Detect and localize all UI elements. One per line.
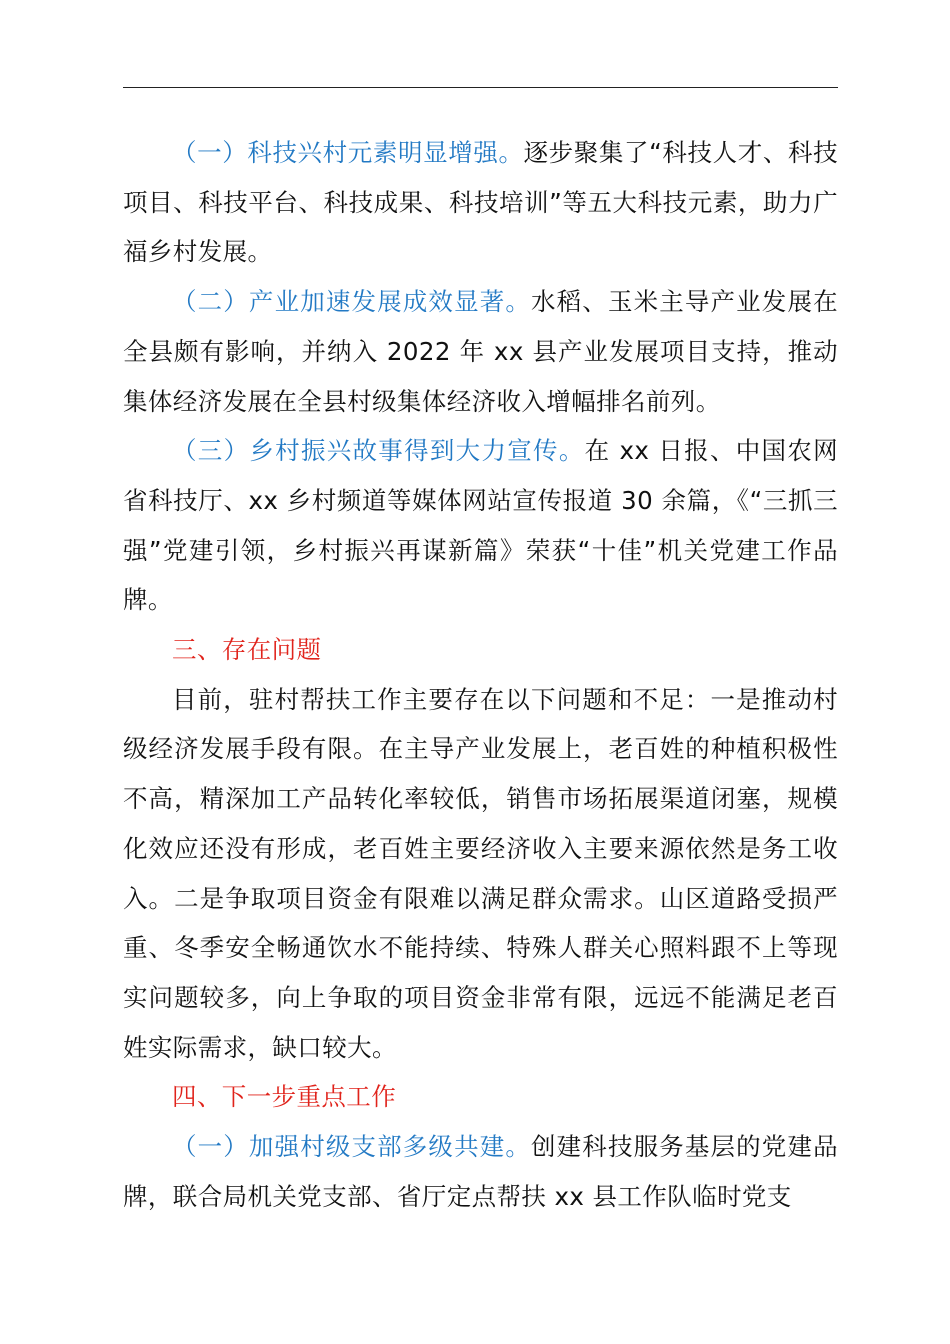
item-paragraph-2 — [123, 277, 838, 426]
item-paragraph-4 — [123, 1122, 838, 1221]
item-paragraph-1 — [123, 128, 838, 277]
item-text: 在 xx 日报、中国农网省科技厅、xx 乡村频道等媒体网站宣传报道 30 余篇，《“三抓三强”党建引领，乡村振兴再谋新篇》荣获“十佳”机关党建工作品牌。 — [123, 436, 838, 615]
item-heading: （三）乡村振兴故事得到大力宣传。 — [172, 436, 585, 466]
item-text: 水稻、玉米主导产业发展在全县颇有影响，并纳入 2022 年 xx 县产业发展项目支持，推动集体经济发展在全县村级集体经济收入增幅排名前列。 — [123, 287, 838, 416]
item-heading: （一）加强村级支部多级共建。 — [172, 1132, 532, 1162]
section-heading-problems: 三、存在问题 — [172, 635, 322, 665]
section-heading-next-steps: 四、下一步重点工作 — [172, 1082, 397, 1112]
header-rule — [123, 87, 838, 88]
item-heading: （一）科技兴村元素明显增强。 — [172, 138, 524, 167]
body-paragraph-problems: 目前，驻村帮扶工作主要存在以下问题和不足：一是推动村级经济发展手段有限。在主导产业发展上，老百姓的种植积极性不高，精深加工产品转化率较低，销售市场拓展渠道闭塞，规模化效应还没有形成，老百姓主要经济收入主要来源依然是务工收入。二是争取项目资金有限难以满足群众需求。山区道路受损严重、冬季安全畅通饮水不能持续、特殊人群关心照料跟不上等现实问题较多，向上争取的项目资金非常有限，远远不能满足老百姓实际需求，缺口较大。 — [123, 684, 838, 1062]
item-heading: （二）产业加速发展成效显著。 — [172, 287, 532, 317]
item-text: 逐步聚集了“科技人才、科技项目、科技平台、科技成果、科技培训”等五大科技元素，助力广福乡村发展。 — [123, 138, 838, 267]
document-body — [123, 128, 838, 1221]
item-paragraph-3 — [123, 426, 838, 625]
item-text: 创建科技服务基层的党建品牌，联合局机关党支部、省厅定点帮扶 xx 县工作队临时党支 — [123, 1132, 838, 1211]
